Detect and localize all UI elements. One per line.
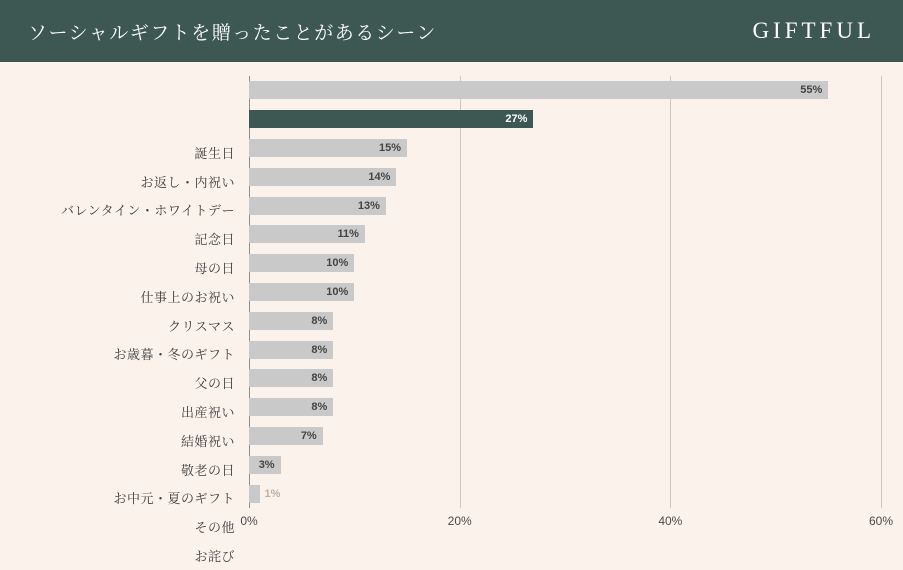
bar-value-label: 7% xyxy=(300,429,317,442)
category-label: 出産祝い xyxy=(180,405,235,421)
bar-row xyxy=(249,76,881,105)
category-axis-labels xyxy=(0,138,241,570)
category-label: お中元・夏のギフト xyxy=(113,491,235,507)
x-tick-label: 20% xyxy=(447,514,472,528)
bar-value-label: 8% xyxy=(311,314,328,327)
category-label: 誕生日 xyxy=(194,145,235,161)
bar xyxy=(249,427,323,445)
bar-value-label: 3% xyxy=(258,458,275,471)
plot-area xyxy=(249,76,881,508)
bar xyxy=(249,398,333,416)
bar-value-label: 8% xyxy=(311,372,328,385)
bar-value-label: 10% xyxy=(326,285,349,298)
bar xyxy=(249,81,828,99)
category-label: お返し・内祝い xyxy=(140,174,235,190)
category-label: 記念日 xyxy=(194,232,235,248)
bar xyxy=(249,341,333,359)
bar-row xyxy=(249,422,881,451)
bar-row xyxy=(249,306,881,335)
bar-row xyxy=(249,450,881,479)
bar-row xyxy=(249,249,881,278)
bar-row xyxy=(249,278,881,307)
bar xyxy=(249,312,333,330)
bar-value-label: 13% xyxy=(357,199,380,212)
bar xyxy=(249,197,386,215)
category-label: 仕事上のお祝い xyxy=(140,289,235,305)
bar-value-label: 8% xyxy=(311,343,328,356)
header-bar xyxy=(0,0,903,62)
bar xyxy=(249,485,281,503)
bar xyxy=(249,139,407,157)
bar xyxy=(249,254,354,272)
x-tick-label: 40% xyxy=(658,514,683,528)
bar-value-label: 27% xyxy=(505,113,528,126)
category-label: その他 xyxy=(194,520,235,536)
bar-row xyxy=(249,162,881,191)
category-label: お詫び xyxy=(194,549,235,565)
page-title: ソーシャルギフトを贈ったことがあるシーン xyxy=(28,22,437,44)
bar-value-label: 10% xyxy=(326,257,349,270)
category-label: 父の日 xyxy=(194,376,235,392)
category-label: 母の日 xyxy=(194,261,235,277)
category-label: 敬老の日 xyxy=(180,462,235,478)
bar xyxy=(249,225,365,243)
bar-row xyxy=(249,479,881,508)
bar-row xyxy=(249,364,881,393)
bar-value-label: 15% xyxy=(378,141,401,154)
category-label: クリスマス xyxy=(168,318,235,334)
bar-rows xyxy=(249,76,881,508)
bar xyxy=(249,369,333,387)
bar-value-label: 14% xyxy=(368,170,391,183)
bar xyxy=(249,110,533,128)
bar-value-label: 8% xyxy=(311,401,328,414)
bar-value-label: 55% xyxy=(800,84,823,97)
bar-row xyxy=(249,105,881,134)
x-tick-label: 0% xyxy=(240,514,258,528)
category-label: バレンタイン・ホワイトデー xyxy=(60,203,235,219)
bar-row xyxy=(249,191,881,220)
bar-value-label: 1% xyxy=(264,487,281,500)
x-tick-label: 60% xyxy=(868,514,894,528)
x-axis-labels xyxy=(240,514,894,534)
category-label: お歳暮・冬のギフト xyxy=(113,347,235,363)
category-label: 結婚祝い xyxy=(180,433,235,449)
bar xyxy=(249,283,354,301)
bar-row xyxy=(249,134,881,163)
bar xyxy=(249,168,396,186)
bar-row xyxy=(249,220,881,249)
bar-value-label: 11% xyxy=(337,228,359,241)
brand-logo: GIFTFUL xyxy=(752,18,875,43)
gridline xyxy=(881,76,882,508)
bar-row xyxy=(249,335,881,364)
bar xyxy=(249,456,281,474)
bar-row xyxy=(249,393,881,422)
chart-container xyxy=(0,62,903,565)
